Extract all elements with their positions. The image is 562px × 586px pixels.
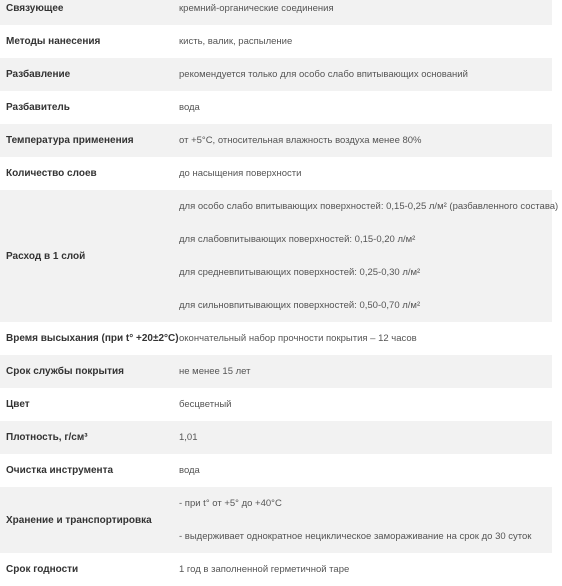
spec-value-line: кремний-органические соединения [179, 3, 334, 14]
spec-value-line: 1 год в заполненной герметичной таре [179, 564, 350, 575]
spec-value-line: - при t° от +5° до +40°С [179, 498, 282, 509]
spec-value [173, 454, 552, 487]
spec-row-consumption [0, 190, 552, 322]
spec-value [173, 355, 552, 388]
spec-value [173, 58, 552, 91]
spec-value [173, 91, 552, 124]
spec-row-dilution [0, 58, 552, 91]
spec-name: Расход в 1 слой [6, 250, 86, 262]
spec-row-service-life [0, 355, 552, 388]
spec-name: Срок службы покрытия [6, 366, 124, 377]
spec-value [173, 0, 552, 25]
spec-value [173, 421, 552, 454]
spec-row-application-temperature [0, 124, 552, 157]
spec-name: Количество слоев [6, 168, 97, 179]
spec-row-shelf-life [0, 553, 552, 586]
spec-value [173, 487, 552, 553]
spec-value [173, 157, 552, 190]
spec-value-line: рекомендуется только для особо слабо впитывающих оснований [179, 69, 468, 80]
spec-name: Плотность, г/см³ [6, 432, 88, 443]
spec-value-line: кисть, валик, распыление [179, 36, 293, 47]
spec-name: Разбавление [6, 69, 71, 80]
spec-name: Хранение и транспортировка [6, 514, 152, 526]
spec-value-line: от +5°С, относительная влажность воздуха менее 80% [179, 135, 422, 146]
spec-row-tool-cleaning [0, 454, 552, 487]
spec-value-line: вода [179, 465, 200, 476]
spec-value-line: для сильновпитывающих поверхностей: 0,50-0,70 л/м² [179, 300, 421, 311]
spec-row-number-of-coats [0, 157, 552, 190]
spec-value-line: для слабовпитывающих поверхностей: 0,15-0,20 л/м² [179, 234, 416, 245]
spec-row-binder [0, 0, 552, 25]
spec-row-diluent [0, 91, 552, 124]
spec-value-line: вода [179, 102, 200, 113]
spec-name: Срок годности [6, 564, 79, 575]
spec-value-line: до насыщения поверхности [179, 168, 302, 179]
spec-value-line: для особо слабо впитывающих поверхностей: 0,15-0,25 л/м² (разбавленного состава) [179, 201, 559, 212]
spec-name: Очистка инструмента [6, 465, 114, 476]
spec-value-line: для средневпитывающих поверхностей: 0,25-0,30 л/м² [179, 267, 421, 278]
spec-row-density [0, 421, 552, 454]
spec-value [173, 25, 552, 58]
spec-row-storage-transport [0, 487, 552, 553]
spec-value [173, 553, 552, 586]
spec-value [173, 124, 552, 157]
spec-name: Связующее [6, 3, 64, 14]
spec-value-line: - выдерживает однократное нециклическое замораживание на срок до 30 суток [179, 531, 532, 542]
spec-value-line: бесцветный [179, 399, 232, 410]
spec-name: Разбавитель [6, 102, 70, 113]
spec-value [173, 388, 552, 421]
spec-row-application-methods [0, 25, 552, 58]
spec-name: Температура применения [6, 135, 134, 146]
spec-name: Методы нанесения [6, 36, 101, 47]
spec-name: Цвет [6, 399, 30, 410]
spec-value-line: не менее 15 лет [179, 366, 251, 377]
spec-value-line: 1,01 [179, 432, 198, 443]
spec-value [173, 190, 559, 322]
spec-value [173, 322, 552, 355]
spec-name: Время высыхания (при t° +20±2°С) [6, 333, 179, 344]
spec-row-drying-time [0, 322, 552, 355]
spec-row-color [0, 388, 552, 421]
spec-value-line: окончательный набор прочности покрытия – 12 часов [179, 333, 417, 344]
